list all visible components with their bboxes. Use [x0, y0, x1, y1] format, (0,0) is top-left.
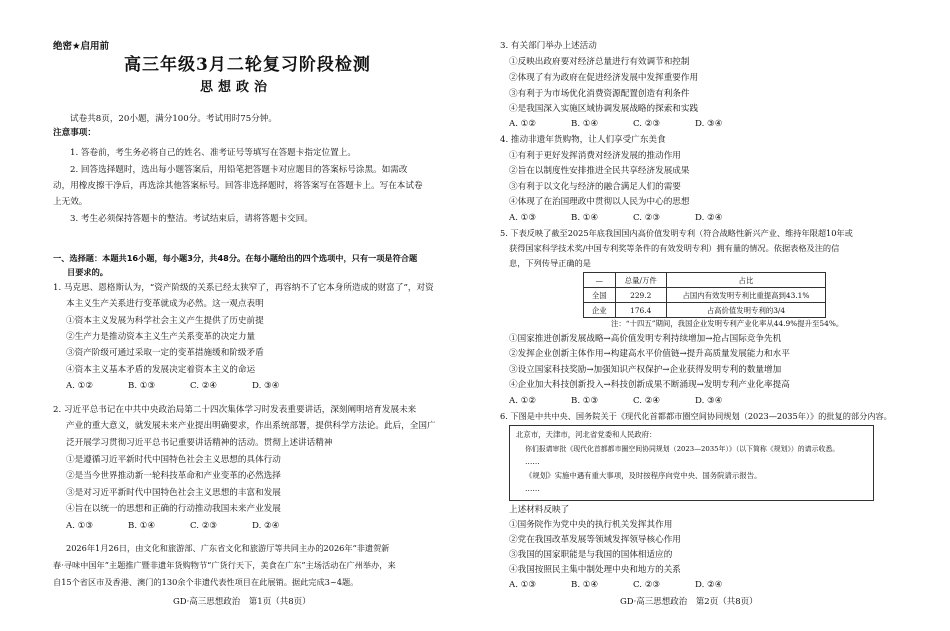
question-item: ③设立国家科技奖励→加强知识产权保护→企业获得发明专利的数量增加 — [509, 365, 782, 375]
page-left — [0, 0, 460, 631]
question-item: ①资本主义发展为科学社会主义产生提供了历史前提 — [66, 316, 264, 326]
material-text: 春·寻味中国年”主题推广暨非遗年货购物节“广货行天下，美食在广东”主场活动在广州举办，来 — [53, 560, 396, 570]
document-excerpt-box — [509, 425, 874, 501]
question-item: ②党在我国改革发展等领域发挥领导核心作用 — [509, 535, 681, 545]
exam-subject: 思想政治 — [200, 80, 273, 95]
option-b[interactable]: B. ①③ — [571, 396, 599, 406]
section-heading: 目要求的。 — [67, 267, 108, 277]
question-item: ③我国的国家职能是与我国的国体相适应的 — [509, 550, 673, 560]
answer-options — [509, 579, 757, 591]
table-note: 注：“十四五”期间，我国企业发明专利产业化率从44.9%提升至54%。 — [611, 319, 844, 328]
question-item: ①有利于更好发挥消费对经济发展的推动作用 — [509, 151, 681, 161]
notes-item: 3. 考生必须保持答题卡的整洁。考试结束后，请将答题卡交回。 — [70, 214, 313, 224]
question-stem: 2. 习近平总书记在中共中央政治局第二十四次集体学习时发表重要讲话，深刻阐明培育发展未来 — [53, 405, 417, 415]
table-cell: 占国内有效发明专利比重提高到43.1% — [666, 288, 825, 303]
question-item: ④是我国深入实施区域协调发展战略的探索和实践 — [509, 104, 699, 114]
table-cell: 176.4 — [615, 303, 666, 318]
option-d[interactable]: D. ③④ — [695, 396, 723, 406]
question-item: ④企业加大科技创新投入→科技创新成果不断涌现→发明专利产业化率提高 — [509, 380, 790, 390]
question-stem: 本主义生产关系进行变革就成为必然。这一观点表明 — [66, 299, 264, 309]
section-heading: 一、选择题：本题共16小题，每小题3分，共48分。在每小题给出的四个选项中，只有一项是符合题 — [53, 253, 418, 263]
table-cell: 企业 — [584, 303, 616, 318]
table-header: 总量/万件 — [615, 273, 666, 288]
answer-options — [509, 212, 757, 224]
question-stem: 3. 有关部门举办上述活动 — [500, 41, 597, 51]
question-item: ①是遵循习近平新时代中国特色社会主义思想的具体行动 — [66, 455, 281, 465]
question-stem: 息，下列传导正确的是 — [509, 258, 591, 268]
page-footer: GD·高三思想政治 第1页（共8页） — [173, 597, 311, 607]
option-c[interactable]: C. ②③ — [190, 521, 218, 531]
option-d[interactable]: D. ③④ — [695, 119, 723, 129]
option-a[interactable]: A. ①③ — [509, 580, 537, 590]
excerpt-line: 你们报请审批《现代化首都都市圈空间协同规划（2023—2035年）》（以下简称《规划》）的请示收悉。 — [525, 445, 840, 453]
option-a[interactable]: A. ①② — [509, 119, 537, 129]
answer-options — [66, 520, 314, 532]
question-lead: 上述材料反映了 — [509, 505, 570, 515]
option-d[interactable]: D. ②④ — [695, 580, 723, 590]
option-d[interactable]: D. ③④ — [252, 381, 280, 391]
notes-item: 上无效。 — [53, 197, 88, 207]
option-c[interactable]: C. ②③ — [633, 119, 661, 129]
excerpt-line: 北京市，天津市，河北省党委和人民政府： — [516, 430, 657, 439]
table-cell: 全国 — [584, 288, 616, 303]
table-header-row — [584, 273, 826, 288]
question-stem: 泛开展学习贯彻习近平总书记重要讲话精神的活动。贯彻上述讲话精神 — [66, 438, 333, 448]
excerpt-line: …… — [525, 457, 540, 466]
answer-options — [509, 118, 757, 130]
table-header: — — [584, 273, 616, 288]
option-c[interactable]: C. ②④ — [190, 381, 218, 391]
question-item: ③资产阶级可通过采取一定的变革措施缓和阶级矛盾 — [66, 348, 264, 358]
question-item: ④体现了在治国理政中贯彻以人民为中心的思想 — [509, 197, 690, 207]
question-item: ②发挥企业创新主体作用→构建高水平价值链→提升高质量发展能力和水平 — [509, 349, 790, 359]
table-cell: 229.2 — [615, 288, 666, 303]
question-stem: 4. 推动非遗年货购物，让人们享受广东美食 — [500, 135, 666, 145]
secret-label: 绝密★启用前 — [53, 41, 110, 52]
question-stem: 5. 下表反映了截至2025年底我国国内高价值发明专利（符合战略性新兴产业、维持年限超10年或 — [500, 228, 853, 238]
question-item: ②是当今世界推动新一轮科技革命和产业变革的必然选择 — [66, 471, 281, 481]
question-stem: 产业的重大意义，就发展未来产业提出明确要求，作出系统部署，提供科学方法论。此后，全国广 — [66, 421, 436, 431]
option-b[interactable]: B. ①④ — [571, 580, 599, 590]
question-item: ②体现了有为政府在促进经济发展中发挥重要作用 — [509, 73, 699, 83]
notes-item: 2. 回答选择题时，选出每小题答案后，用铅笔把答题卡对应题目的答案标号涂黑。如需改 — [70, 165, 408, 175]
question-stem: 获得国家科学技术奖/中国专利奖等条件的有效发明专利）拥有量的情况。依据表格及注的信 — [509, 243, 840, 253]
material-text: 2026年1月26日，由文化和旅游部、广东省文化和旅游厅等共同主办的2026年“非遗贺新 — [66, 543, 390, 553]
exam-title: 高三年级3月二轮复习阶段检测 — [124, 55, 371, 75]
notes-item: 1. 答卷前，考生务必将自己的姓名、准考证号等填写在答题卡指定位置上。 — [70, 148, 356, 158]
page-right — [478, 0, 938, 631]
patent-table — [583, 272, 826, 318]
option-c[interactable]: C. ②④ — [633, 396, 661, 406]
option-b[interactable]: B. ①④ — [128, 521, 156, 531]
answer-options — [509, 395, 757, 407]
option-d[interactable]: D. ②④ — [695, 213, 723, 223]
option-d[interactable]: D. ②④ — [252, 521, 280, 531]
excerpt-line: 《规划》实施中遇有重大事项，及时按程序向党中央、国务院请示报告。 — [525, 471, 762, 480]
question-item: ①国家推进创新发展战略→高价值发明专利持续增加→抢占国际竞争先机 — [509, 334, 782, 344]
option-b[interactable]: B. ①④ — [571, 213, 599, 223]
exam-intro: 试卷共8页，20小题，满分100分。考试用时75分钟。 — [70, 114, 278, 124]
option-a[interactable]: A. ①② — [509, 396, 537, 406]
question-item: ④我国按照民主集中制处理中央和地方的关系 — [509, 565, 681, 575]
option-c[interactable]: C. ②③ — [633, 580, 661, 590]
notes-heading: 注意事项： — [53, 128, 96, 138]
table-cell: 占高价值发明专利的3/4 — [666, 303, 825, 318]
question-item: ①国务院作为党中央的执行机关发挥其作用 — [509, 520, 673, 530]
page-footer: GD·高三思想政治 第2页（共8页） — [620, 597, 758, 607]
question-item: ③有利于以文化与经济的融合满足人们的需要 — [509, 182, 681, 192]
question-stem: 1. 马克思、恩格斯认为，“资产阶级的关系已经太狭窄了，再容纳不了它本身所造成的财富了”，对资 — [53, 283, 434, 293]
question-item: ③有利于为市场优化消费资源配置创造有利条件 — [509, 89, 690, 99]
option-a[interactable]: A. ①③ — [509, 213, 537, 223]
option-b[interactable]: B. ①③ — [128, 381, 156, 391]
option-c[interactable]: C. ②③ — [633, 213, 661, 223]
notes-item: 动，用橡皮擦干净后，再选涂其他答案标号。回答非选择题时，将答案写在答题卡上。写在本试卷 — [53, 181, 423, 191]
question-item: ②生产力是推动资本主义生产关系变革的决定力量 — [66, 332, 256, 342]
question-stem: 6. 下图是中共中央、国务院关于《现代化首都都市圈空间协同规划（2023—2035年）》的批复的部分内容。 — [500, 411, 892, 421]
material-text: 自15个省区市及香港、澳门的130余个非遗代表性项目在此展销。据此完成3~4题。 — [53, 577, 359, 587]
question-item: ③是对习近平新时代中国特色社会主义思想的丰富和发展 — [66, 488, 281, 498]
option-b[interactable]: B. ①④ — [571, 119, 599, 129]
excerpt-line: …… — [525, 484, 540, 493]
question-item: ④资本主义基本矛盾的发展决定着资本主义的命运 — [66, 365, 256, 375]
question-item: ④旨在以统一的思想和正确的行动推动我国未来产业发展 — [66, 504, 281, 514]
question-item: ①反映出政府要对经济总量进行有效调节和控制 — [509, 57, 690, 67]
table-header: 占比 — [666, 273, 825, 288]
option-a[interactable]: A. ①② — [66, 381, 94, 391]
option-a[interactable]: A. ①③ — [66, 521, 94, 531]
table-row — [584, 303, 826, 318]
answer-options — [66, 380, 314, 392]
question-item: ②旨在以制度性安排推进全民共享经济发展成果 — [509, 166, 690, 176]
table-row — [584, 288, 826, 303]
